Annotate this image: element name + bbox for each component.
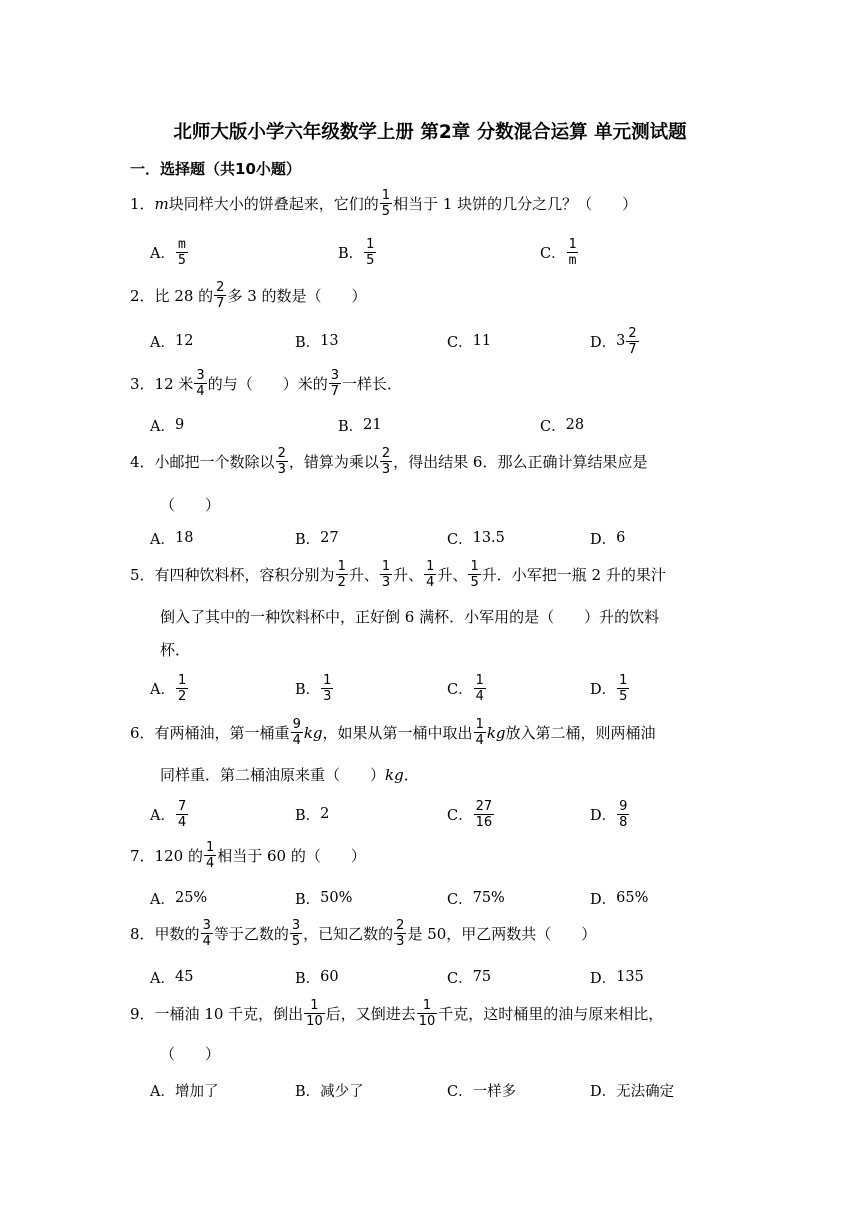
option-c[interactable]: C． $\frac{1}{m}$	[540, 236, 577, 268]
fraction: $\frac{2}{7}$	[216, 280, 225, 311]
option-c[interactable]: C． 11	[447, 333, 492, 351]
options-9	[150, 1073, 750, 1107]
option-b[interactable]: B． 27	[295, 530, 339, 548]
option-b[interactable]: B． 21	[338, 417, 382, 435]
option-a[interactable]: A． 增加了	[150, 1083, 219, 1100]
question-6: 6． 有两桶油，第一桶重 $\frac{9}{4}$ kg ，如果从第一桶中取出 $\frac{1}{4}$ kg 放入第二桶，则两桶油	[130, 717, 656, 748]
options-3	[150, 408, 750, 442]
options-6	[150, 797, 750, 831]
option-c[interactable]: C． $\frac{27}{16}$	[447, 798, 493, 830]
option-c[interactable]: C． 28	[540, 417, 585, 435]
question-9: 9． 一桶油 10 千克，倒出 $\frac{1}{10}$ 后，又倒进去 $\frac{1}{10}$ 千克，这时桶里的油与原来相比，	[130, 998, 664, 1029]
option-a[interactable]: A． 12	[150, 333, 194, 351]
option-d[interactable]: D． 135	[590, 969, 644, 987]
option-a[interactable]: A． 25%	[150, 890, 208, 908]
option-a[interactable]: A． 45	[150, 969, 194, 987]
option-b[interactable]: B． $\frac{1}{5}$	[338, 236, 375, 268]
question-3: 3． 12 米 $\frac{3}{4}$ 的与（ ）米的 $\frac{3}{7}$ 一样长．	[130, 368, 402, 399]
option-b[interactable]: B． 60	[295, 969, 339, 987]
question-1: 1． m 块同样大小的饼叠起来，它们的 $\frac{1}{5}$ 相当于 1 块饼的几分之几？（ ）	[130, 188, 638, 219]
question-7: 7． 120 的 $\frac{1}{4}$ 相当于 60 的（ ）	[130, 840, 366, 871]
option-b[interactable]: B． 50%	[295, 890, 353, 908]
option-d[interactable]: D． $\frac{1}{5}$	[590, 672, 628, 704]
option-d[interactable]: D． $\frac{9}{8}$	[590, 798, 628, 830]
option-d[interactable]: D． 6	[590, 530, 626, 548]
option-c[interactable]: C． 75	[447, 969, 492, 987]
options-5	[150, 671, 750, 705]
section-heading: 一．选择题（共10小题）	[130, 160, 301, 178]
question-4-line-2: （ ）	[160, 496, 221, 514]
question-5-line-2: 倒入了其中的一种饮料杯中，正好倒 6 满杯．小军用的是（ ）升的饮料	[160, 608, 660, 626]
option-b[interactable]: B． 13	[295, 333, 339, 351]
question-5-line-3: 杯．	[160, 641, 191, 659]
option-c[interactable]: C． $\frac{1}{4}$	[447, 672, 484, 704]
option-b[interactable]: B． 2	[295, 806, 330, 824]
option-a[interactable]: A． 9	[150, 417, 185, 435]
option-a[interactable]: A． $\frac{m}{5}$	[150, 236, 186, 268]
option-c[interactable]: C． 13.5	[447, 530, 505, 548]
question-4: 4． 小邮把一个数除以 $\frac{2}{3}$ ，错算为乘以 $\frac{2}{3}$ ，得出结果 6．那么正确计算结果应是	[130, 446, 648, 477]
option-a[interactable]: A． $\frac{1}{2}$	[150, 672, 187, 704]
question-2: 2． 比 28 的 $\frac{2}{7}$ 多 3 的数是（ ）	[130, 280, 367, 311]
option-b[interactable]: B． $\frac{1}{3}$	[295, 672, 332, 704]
option-a[interactable]: A． 18	[150, 530, 194, 548]
fraction: $\frac{1}{5}$	[381, 188, 391, 219]
options-4	[150, 521, 750, 555]
option-d[interactable]: D． 无法确定	[590, 1083, 675, 1100]
option-d[interactable]: D． 65%	[590, 890, 649, 908]
options-2	[150, 324, 750, 358]
question-9-line-2: （ ）	[160, 1045, 221, 1063]
option-c[interactable]: C． 75%	[447, 890, 505, 908]
option-d[interactable]: D． 3 $\frac{2}{7}$	[590, 325, 637, 357]
option-a[interactable]: A． $\frac{7}{4}$	[150, 798, 187, 830]
options-8	[150, 960, 750, 994]
options-1	[150, 235, 750, 269]
question-6-line-2: 同样重．第二桶油原来重（ ） kg ．	[160, 765, 419, 784]
option-b[interactable]: B． 减少了	[295, 1083, 364, 1100]
page-title: 北师大版小学六年级数学上册 第2章 分数混合运算 单元测试题	[173, 122, 687, 143]
question-8: 8． 甲数的 $\frac{3}{4}$ 等于乙数的 $\frac{3}{5}$ ，已知乙数的 $\frac{2}{3}$ 是 50，甲乙两数共（ ）	[130, 918, 597, 949]
options-7	[150, 881, 750, 915]
question-5: 5． 有四种饮料杯，容积分别为 $\frac{1}{2}$ 升、 $\frac{1}{3}$ 升、 $\frac{1}{4}$ 升、 $\frac{1}{5}$ 升．小军把一瓶 2 升的果汁	[130, 559, 666, 590]
option-c[interactable]: C． 一样多	[447, 1083, 517, 1100]
